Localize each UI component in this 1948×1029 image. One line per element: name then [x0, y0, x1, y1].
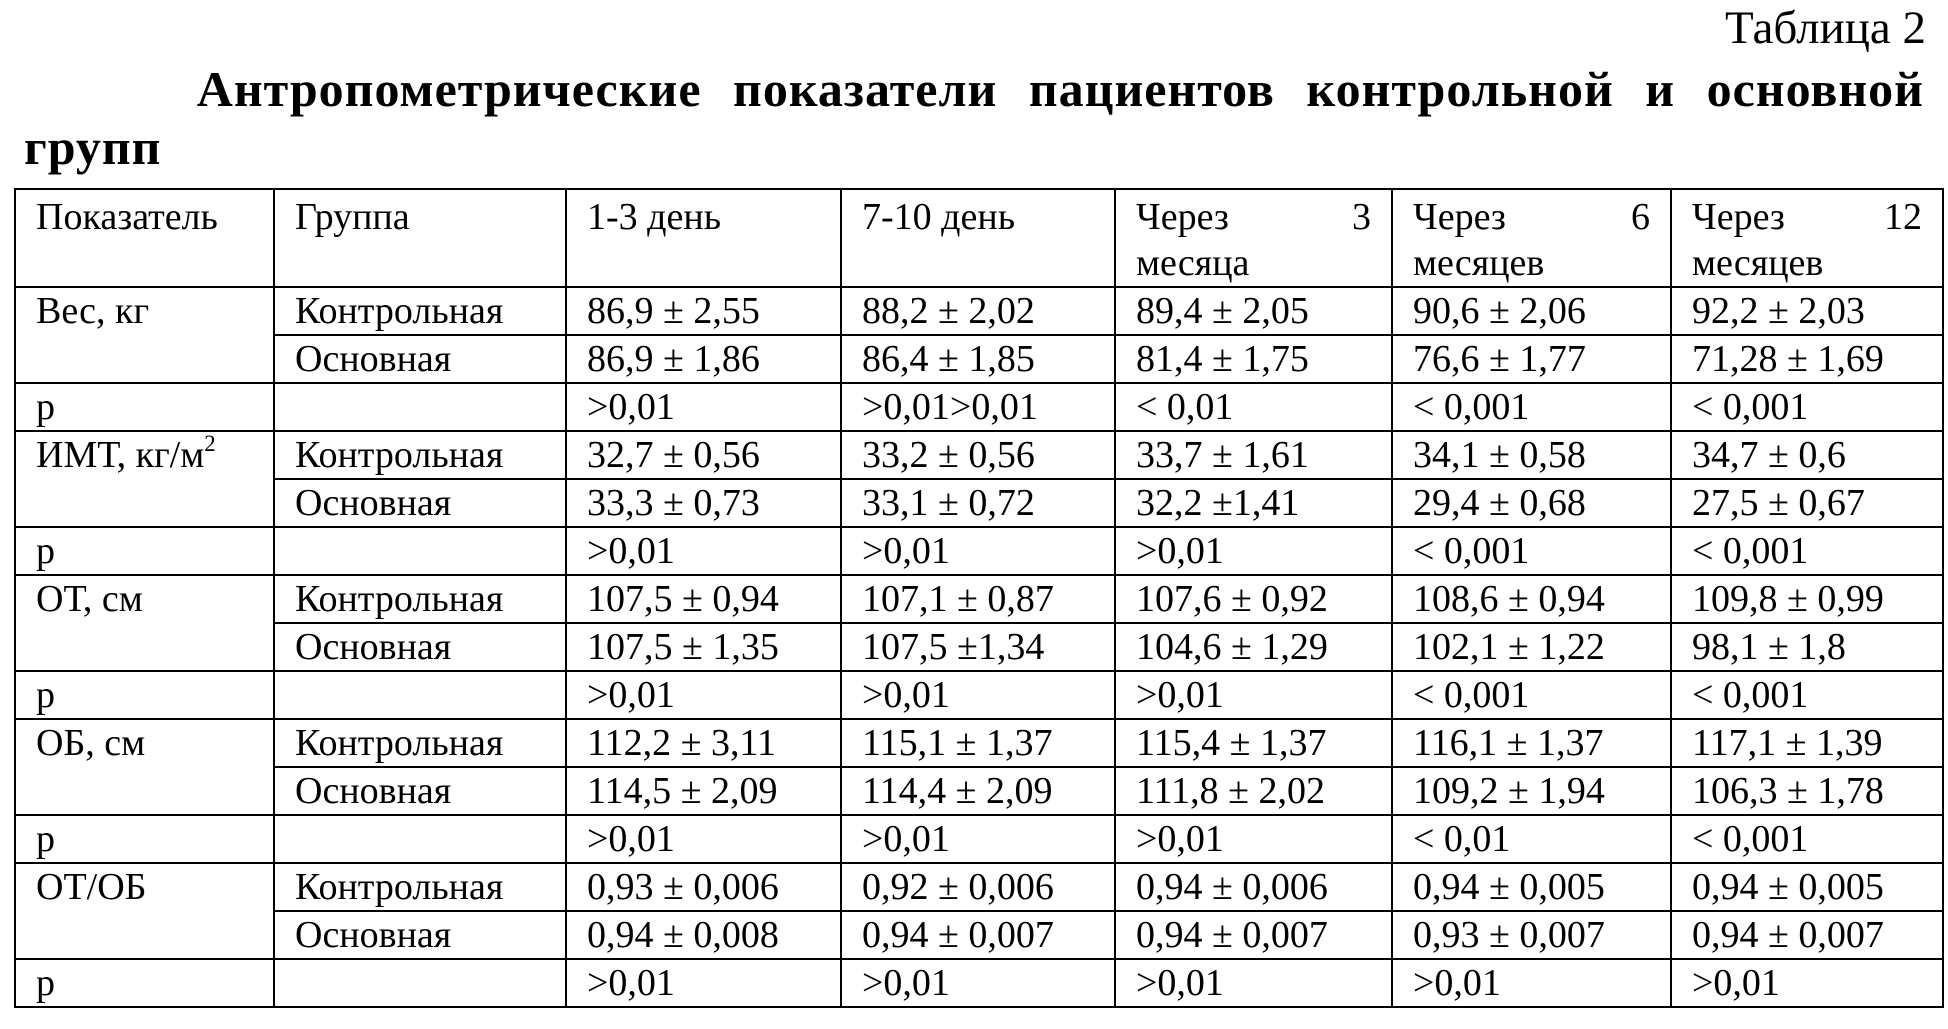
- p-value-cell: < 0,001: [1392, 671, 1671, 719]
- value-cell: 33,1 ± 0,72: [841, 479, 1115, 527]
- p-label-cell: р: [15, 383, 274, 431]
- value-cell: 108,6 ± 0,94: [1392, 575, 1671, 623]
- table-row-main: [15, 335, 1943, 383]
- anthropometric-table: [14, 188, 1944, 1008]
- value-cell: 0,92 ± 0,006: [841, 863, 1115, 911]
- value-cell: 111,8 ± 2,02: [1115, 767, 1392, 815]
- value-cell: 88,2 ± 2,02: [841, 287, 1115, 335]
- indicator-cell: [15, 863, 274, 959]
- header-days-1-3: 1-3 день: [566, 189, 841, 287]
- p-value-cell: >0,01: [841, 959, 1115, 1007]
- group-cell-control: Контрольная: [274, 431, 566, 479]
- empty-cell: [274, 527, 566, 575]
- value-cell: 115,1 ± 1,37: [841, 719, 1115, 767]
- header-12-months: [1671, 189, 1943, 287]
- p-value-cell: >0,01: [566, 671, 841, 719]
- p-value-cell: < 0,001: [1671, 527, 1943, 575]
- value-cell: 107,5 ±1,34: [841, 623, 1115, 671]
- value-cell: 0,94 ± 0,005: [1671, 863, 1943, 911]
- value-cell: 112,2 ± 3,11: [566, 719, 841, 767]
- empty-cell: [274, 815, 566, 863]
- indicator-cell: [15, 719, 274, 815]
- value-cell: 107,5 ± 1,35: [566, 623, 841, 671]
- p-value-cell: >0,01: [1115, 959, 1392, 1007]
- header-days-7-10: 7-10 день: [841, 189, 1115, 287]
- value-cell: 71,28 ± 1,69: [1671, 335, 1943, 383]
- group-cell-control: Контрольная: [274, 719, 566, 767]
- value-cell: 102,1 ± 1,22: [1392, 623, 1671, 671]
- value-cell: 115,4 ± 1,37: [1115, 719, 1392, 767]
- value-cell: 86,4 ± 1,85: [841, 335, 1115, 383]
- p-value-cell: >0,01: [1115, 671, 1392, 719]
- value-cell: 33,2 ± 0,56: [841, 431, 1115, 479]
- value-cell: 0,94 ± 0,005: [1392, 863, 1671, 911]
- value-cell: 98,1 ± 1,8: [1671, 623, 1943, 671]
- value-cell: 107,1 ± 0,87: [841, 575, 1115, 623]
- indicator-cell: [15, 431, 274, 527]
- p-value-cell: >0,01: [1392, 959, 1671, 1007]
- value-cell: 34,1 ± 0,58: [1392, 431, 1671, 479]
- p-value-cell: >0,01>0,01: [841, 383, 1115, 431]
- value-cell: 114,4 ± 2,09: [841, 767, 1115, 815]
- value-cell: 116,1 ± 1,37: [1392, 719, 1671, 767]
- p-value-cell: >0,01: [1115, 527, 1392, 575]
- table-row-control: [15, 575, 1943, 623]
- value-cell: 0,93 ± 0,006: [566, 863, 841, 911]
- indicator-label: ИМТ, кг/м: [36, 434, 205, 476]
- value-cell: 0,94 ± 0,008: [566, 911, 841, 959]
- value-cell: 0,94 ± 0,007: [1115, 911, 1392, 959]
- group-cell-main: Основная: [274, 479, 566, 527]
- value-cell: 109,8 ± 0,99: [1671, 575, 1943, 623]
- indicator-label: ОТ/ОБ: [36, 866, 147, 908]
- header-6-months-num: 6: [1631, 196, 1650, 238]
- p-value-cell: < 0,001: [1671, 671, 1943, 719]
- empty-cell: [274, 383, 566, 431]
- table-row-main: [15, 479, 1943, 527]
- indicator-cell: [15, 575, 274, 671]
- p-value-cell: >0,01: [566, 383, 841, 431]
- p-value-cell: >0,01: [841, 815, 1115, 863]
- group-cell-main: Основная: [274, 911, 566, 959]
- indicator-label: ОБ, см: [36, 722, 146, 764]
- value-cell: 106,3 ± 1,78: [1671, 767, 1943, 815]
- header-12-months-word: Через: [1692, 196, 1785, 238]
- table-body: [15, 287, 1943, 1007]
- value-cell: 92,2 ± 2,03: [1671, 287, 1943, 335]
- p-value-cell: >0,01: [841, 671, 1115, 719]
- p-label-cell: р: [15, 815, 274, 863]
- header-3-months: [1115, 189, 1392, 287]
- value-cell: 104,6 ± 1,29: [1115, 623, 1392, 671]
- value-cell: 89,4 ± 2,05: [1115, 287, 1392, 335]
- group-cell-control: Контрольная: [274, 863, 566, 911]
- p-value-cell: < 0,01: [1115, 383, 1392, 431]
- value-cell: 32,2 ±1,41: [1115, 479, 1392, 527]
- p-label-cell: р: [15, 671, 274, 719]
- value-cell: 114,5 ± 2,09: [566, 767, 841, 815]
- empty-cell: [274, 671, 566, 719]
- p-value-cell: < 0,001: [1392, 527, 1671, 575]
- title-line-1: Антропометрические показатели пациентов контрольной и основной: [196, 61, 1924, 117]
- p-value-cell: >0,01: [566, 815, 841, 863]
- p-value-cell: < 0,001: [1671, 815, 1943, 863]
- value-cell: 109,2 ± 1,94: [1392, 767, 1671, 815]
- header-indicator: Показатель: [15, 189, 274, 287]
- table-row-p: [15, 959, 1943, 1007]
- p-value-cell: >0,01: [566, 959, 841, 1007]
- header-group: Группа: [274, 189, 566, 287]
- title-line-2: групп: [24, 119, 162, 175]
- value-cell: 33,7 ± 1,61: [1115, 431, 1392, 479]
- table-row-control: [15, 863, 1943, 911]
- indicator-cell: [15, 287, 274, 383]
- group-cell-main: Основная: [274, 335, 566, 383]
- value-cell: 76,6 ± 1,77: [1392, 335, 1671, 383]
- indicator-label: Вес, кг: [36, 290, 150, 332]
- header-12-months-unit: месяцев: [1692, 242, 1824, 284]
- indicator-superscript: 2: [204, 431, 216, 457]
- header-3-months-word: Через: [1136, 196, 1229, 238]
- value-cell: 32,7 ± 0,56: [566, 431, 841, 479]
- header-row: [15, 189, 1943, 287]
- value-cell: 29,4 ± 0,68: [1392, 479, 1671, 527]
- value-cell: 0,94 ± 0,007: [1671, 911, 1943, 959]
- p-value-cell: >0,01: [1671, 959, 1943, 1007]
- table-title: [24, 60, 1924, 176]
- table-row-main: [15, 767, 1943, 815]
- indicator-label: ОТ, см: [36, 578, 143, 620]
- table-row-control: [15, 719, 1943, 767]
- p-value-cell: >0,01: [1115, 815, 1392, 863]
- header-6-months-word: Через: [1413, 196, 1506, 238]
- p-value-cell: >0,01: [841, 527, 1115, 575]
- table-row-p: [15, 383, 1943, 431]
- header-6-months: [1392, 189, 1671, 287]
- group-cell-control: Контрольная: [274, 575, 566, 623]
- group-cell-control: Контрольная: [274, 287, 566, 335]
- value-cell: 33,3 ± 0,73: [566, 479, 841, 527]
- value-cell: 81,4 ± 1,75: [1115, 335, 1392, 383]
- header-3-months-unit: месяца: [1136, 242, 1250, 284]
- table-row-p: [15, 527, 1943, 575]
- table-row-main: [15, 623, 1943, 671]
- p-label-cell: р: [15, 959, 274, 1007]
- p-value-cell: < 0,001: [1671, 383, 1943, 431]
- p-label-cell: р: [15, 527, 274, 575]
- p-value-cell: >0,01: [566, 527, 841, 575]
- p-value-cell: < 0,001: [1392, 383, 1671, 431]
- table-number: Таблица 2: [1724, 2, 1926, 54]
- header-3-months-num: 3: [1352, 196, 1371, 238]
- group-cell-main: Основная: [274, 767, 566, 815]
- table-row-main: [15, 911, 1943, 959]
- value-cell: 0,94 ± 0,006: [1115, 863, 1392, 911]
- value-cell: 117,1 ± 1,39: [1671, 719, 1943, 767]
- header-12-months-num: 12: [1884, 196, 1922, 238]
- value-cell: 107,5 ± 0,94: [566, 575, 841, 623]
- table-row-p: [15, 671, 1943, 719]
- table-row-control: [15, 287, 1943, 335]
- value-cell: 0,93 ± 0,007: [1392, 911, 1671, 959]
- value-cell: 27,5 ± 0,67: [1671, 479, 1943, 527]
- table-row-control: [15, 431, 1943, 479]
- table-row-p: [15, 815, 1943, 863]
- value-cell: 34,7 ± 0,6: [1671, 431, 1943, 479]
- header-6-months-unit: месяцев: [1413, 242, 1545, 284]
- group-cell-main: Основная: [274, 623, 566, 671]
- p-value-cell: < 0,01: [1392, 815, 1671, 863]
- value-cell: 0,94 ± 0,007: [841, 911, 1115, 959]
- empty-cell: [274, 959, 566, 1007]
- value-cell: 86,9 ± 1,86: [566, 335, 841, 383]
- value-cell: 90,6 ± 2,06: [1392, 287, 1671, 335]
- value-cell: 86,9 ± 2,55: [566, 287, 841, 335]
- value-cell: 107,6 ± 0,92: [1115, 575, 1392, 623]
